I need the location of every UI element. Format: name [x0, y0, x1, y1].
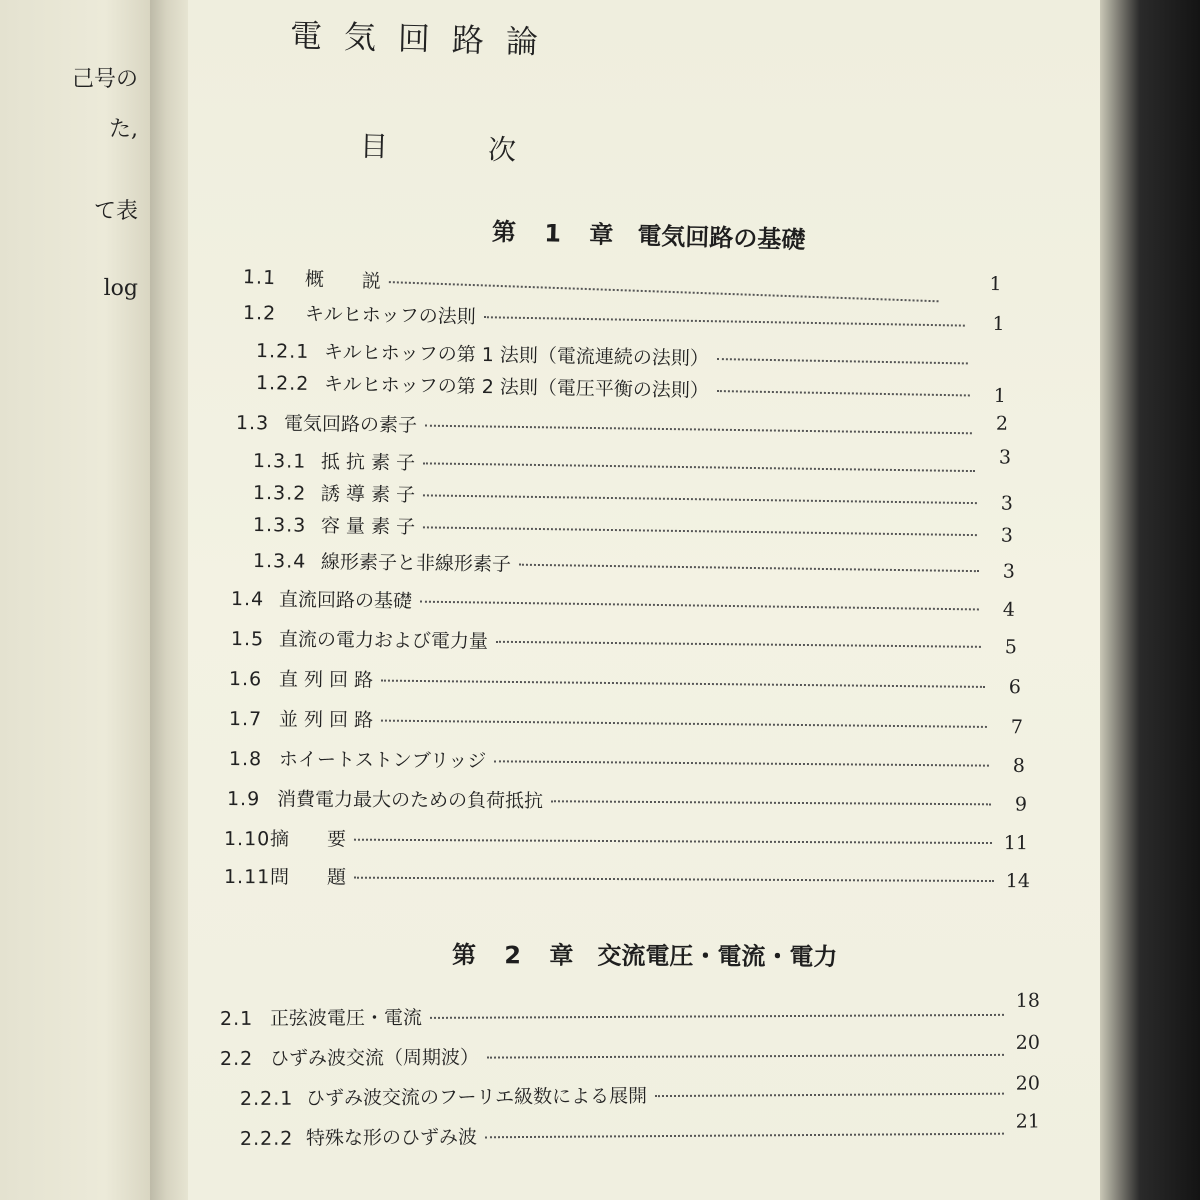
chapter-number: 第 1 章	[491, 217, 624, 250]
entry-number: 2.2	[219, 1047, 254, 1070]
entry-title: 直流回路の基礎	[278, 588, 413, 613]
entry-page: 14	[1005, 870, 1031, 893]
leader-dots	[519, 564, 979, 572]
leader-dots	[484, 316, 965, 326]
leader-dots	[354, 839, 992, 844]
toc-entry	[239, 1110, 1040, 1151]
entry-number: 1.2.1	[255, 340, 310, 363]
entry-page: 3	[1002, 560, 1016, 583]
entry-title: 並 列 回 路	[278, 708, 374, 732]
toc-entry	[239, 1072, 1040, 1111]
entry-number: 2.2.1	[239, 1087, 294, 1110]
entry-number: 1.3.1	[252, 450, 307, 473]
leader-dots	[425, 425, 972, 435]
entry-number: 1.3	[235, 412, 270, 435]
entry-number: 1.3.2	[252, 482, 307, 505]
leader-dots	[381, 680, 985, 688]
entry-page: 1	[992, 312, 1005, 336]
entry-title: キルヒホッフの法則	[304, 303, 476, 329]
toc-entry	[227, 784, 1027, 817]
entry-title: 概 説	[304, 268, 382, 293]
entry-title: ひずみ波交流（周期波）	[269, 1046, 480, 1070]
leader-dots	[423, 462, 975, 472]
entry-title: 直 列 回 路	[278, 668, 374, 692]
page-edge-shadow	[1100, 0, 1200, 1200]
left-page-line: log	[103, 276, 138, 301]
leader-dots	[496, 641, 981, 648]
entry-title: 正弦波電圧・電流	[269, 1006, 423, 1030]
entry-number: 1.6	[228, 668, 263, 691]
entry-title: 電気回路の素子	[283, 412, 418, 437]
book-gutter	[150, 0, 192, 1200]
entry-title: 消費電力最大のための負荷抵抗	[276, 788, 544, 813]
entry-title: 直流の電力および電力量	[278, 628, 489, 653]
entry-title: 摘 要	[269, 828, 347, 851]
entry-number: 1.2	[242, 302, 277, 325]
leader-dots	[717, 358, 968, 364]
entry-number: 1.8	[228, 748, 263, 771]
entry-page: 21	[1015, 1110, 1040, 1133]
entry-title: ひずみ波交流のフーリエ級数による展開	[305, 1085, 648, 1110]
entry-number: 1.3.4	[252, 550, 307, 573]
left-page-line: た,	[109, 117, 138, 142]
entry-page: 7	[1010, 716, 1024, 739]
entry-page: 20	[1015, 1072, 1040, 1095]
entry-number: 1.5	[230, 628, 265, 651]
left-page-line: て表	[93, 199, 138, 224]
entry-title: キルヒホッフの第 2 法則（電圧平衡の法則）	[323, 373, 710, 402]
entry-page: 5	[1004, 636, 1018, 659]
left-page-line: 己号の	[71, 67, 138, 92]
entry-number: 1.11	[223, 866, 271, 889]
toc-title: 目次	[359, 129, 617, 170]
leader-dots	[354, 877, 994, 882]
entry-title: 特殊な形のひずみ波	[305, 1126, 478, 1150]
toc-entry	[224, 824, 1028, 855]
entry-number: 1.7	[228, 708, 263, 731]
toc-entry	[224, 862, 1030, 893]
entry-page: 6	[1008, 676, 1022, 699]
entry-number: 2.1	[219, 1007, 254, 1030]
entry-page: 20	[1015, 1031, 1040, 1054]
entry-page: 2	[995, 412, 1009, 435]
book-title: 電気回路論	[289, 16, 561, 62]
entry-title: 問 題	[269, 866, 347, 889]
entry-page: 9	[1014, 793, 1028, 816]
leader-dots	[487, 1054, 1004, 1059]
leader-dots	[430, 1014, 1004, 1019]
leader-dots	[717, 390, 970, 396]
chapter-number: 第 2 章	[451, 940, 584, 970]
entry-page: 4	[1002, 598, 1016, 621]
entry-page: 1	[993, 384, 1007, 408]
entry-title: キルヒホッフの第 1 法則（電流連続の法則）	[323, 341, 710, 370]
left-facing-page	[0, 0, 150, 1200]
entry-page: 1	[989, 273, 1002, 296]
leader-dots	[551, 800, 991, 805]
entry-title: 抵 抗 素 子	[320, 450, 416, 475]
entry-number: 1.1	[242, 266, 277, 290]
entry-page: 3	[1000, 492, 1014, 515]
entry-number: 1.4	[230, 588, 265, 611]
entry-title: 誘 導 素 子	[320, 482, 416, 507]
entry-number: 1.9	[226, 788, 261, 811]
entry-title: 容 量 素 子	[320, 514, 416, 539]
chapter-heading	[452, 935, 838, 972]
chapter-title: 電気回路の基礎	[636, 221, 806, 255]
leader-dots	[423, 494, 977, 504]
entry-title: 線形素子と非線形素子	[320, 550, 512, 576]
leader-dots	[381, 720, 987, 728]
toc-entry	[219, 989, 1040, 1031]
leader-dots	[485, 1133, 1004, 1139]
leader-dots	[423, 526, 977, 536]
entry-page: 11	[1003, 832, 1029, 855]
chapter-title: 交流電圧・電流・電力	[597, 941, 838, 972]
entry-number: 1.2.2	[255, 372, 310, 395]
leader-dots	[494, 760, 989, 766]
entry-number: 1.10	[223, 828, 271, 851]
toc-entry	[219, 1031, 1040, 1071]
leader-dots	[655, 1093, 1004, 1097]
entry-number: 2.2.2	[239, 1127, 294, 1150]
leader-dots	[420, 601, 979, 611]
entry-page: 3	[1000, 524, 1014, 547]
entry-number: 1.3.3	[252, 514, 307, 537]
entry-page: 18	[1015, 989, 1040, 1012]
entry-title: ホイートストンブリッジ	[278, 748, 487, 773]
entry-page: 8	[1012, 754, 1026, 777]
entry-page: 3	[998, 446, 1012, 469]
